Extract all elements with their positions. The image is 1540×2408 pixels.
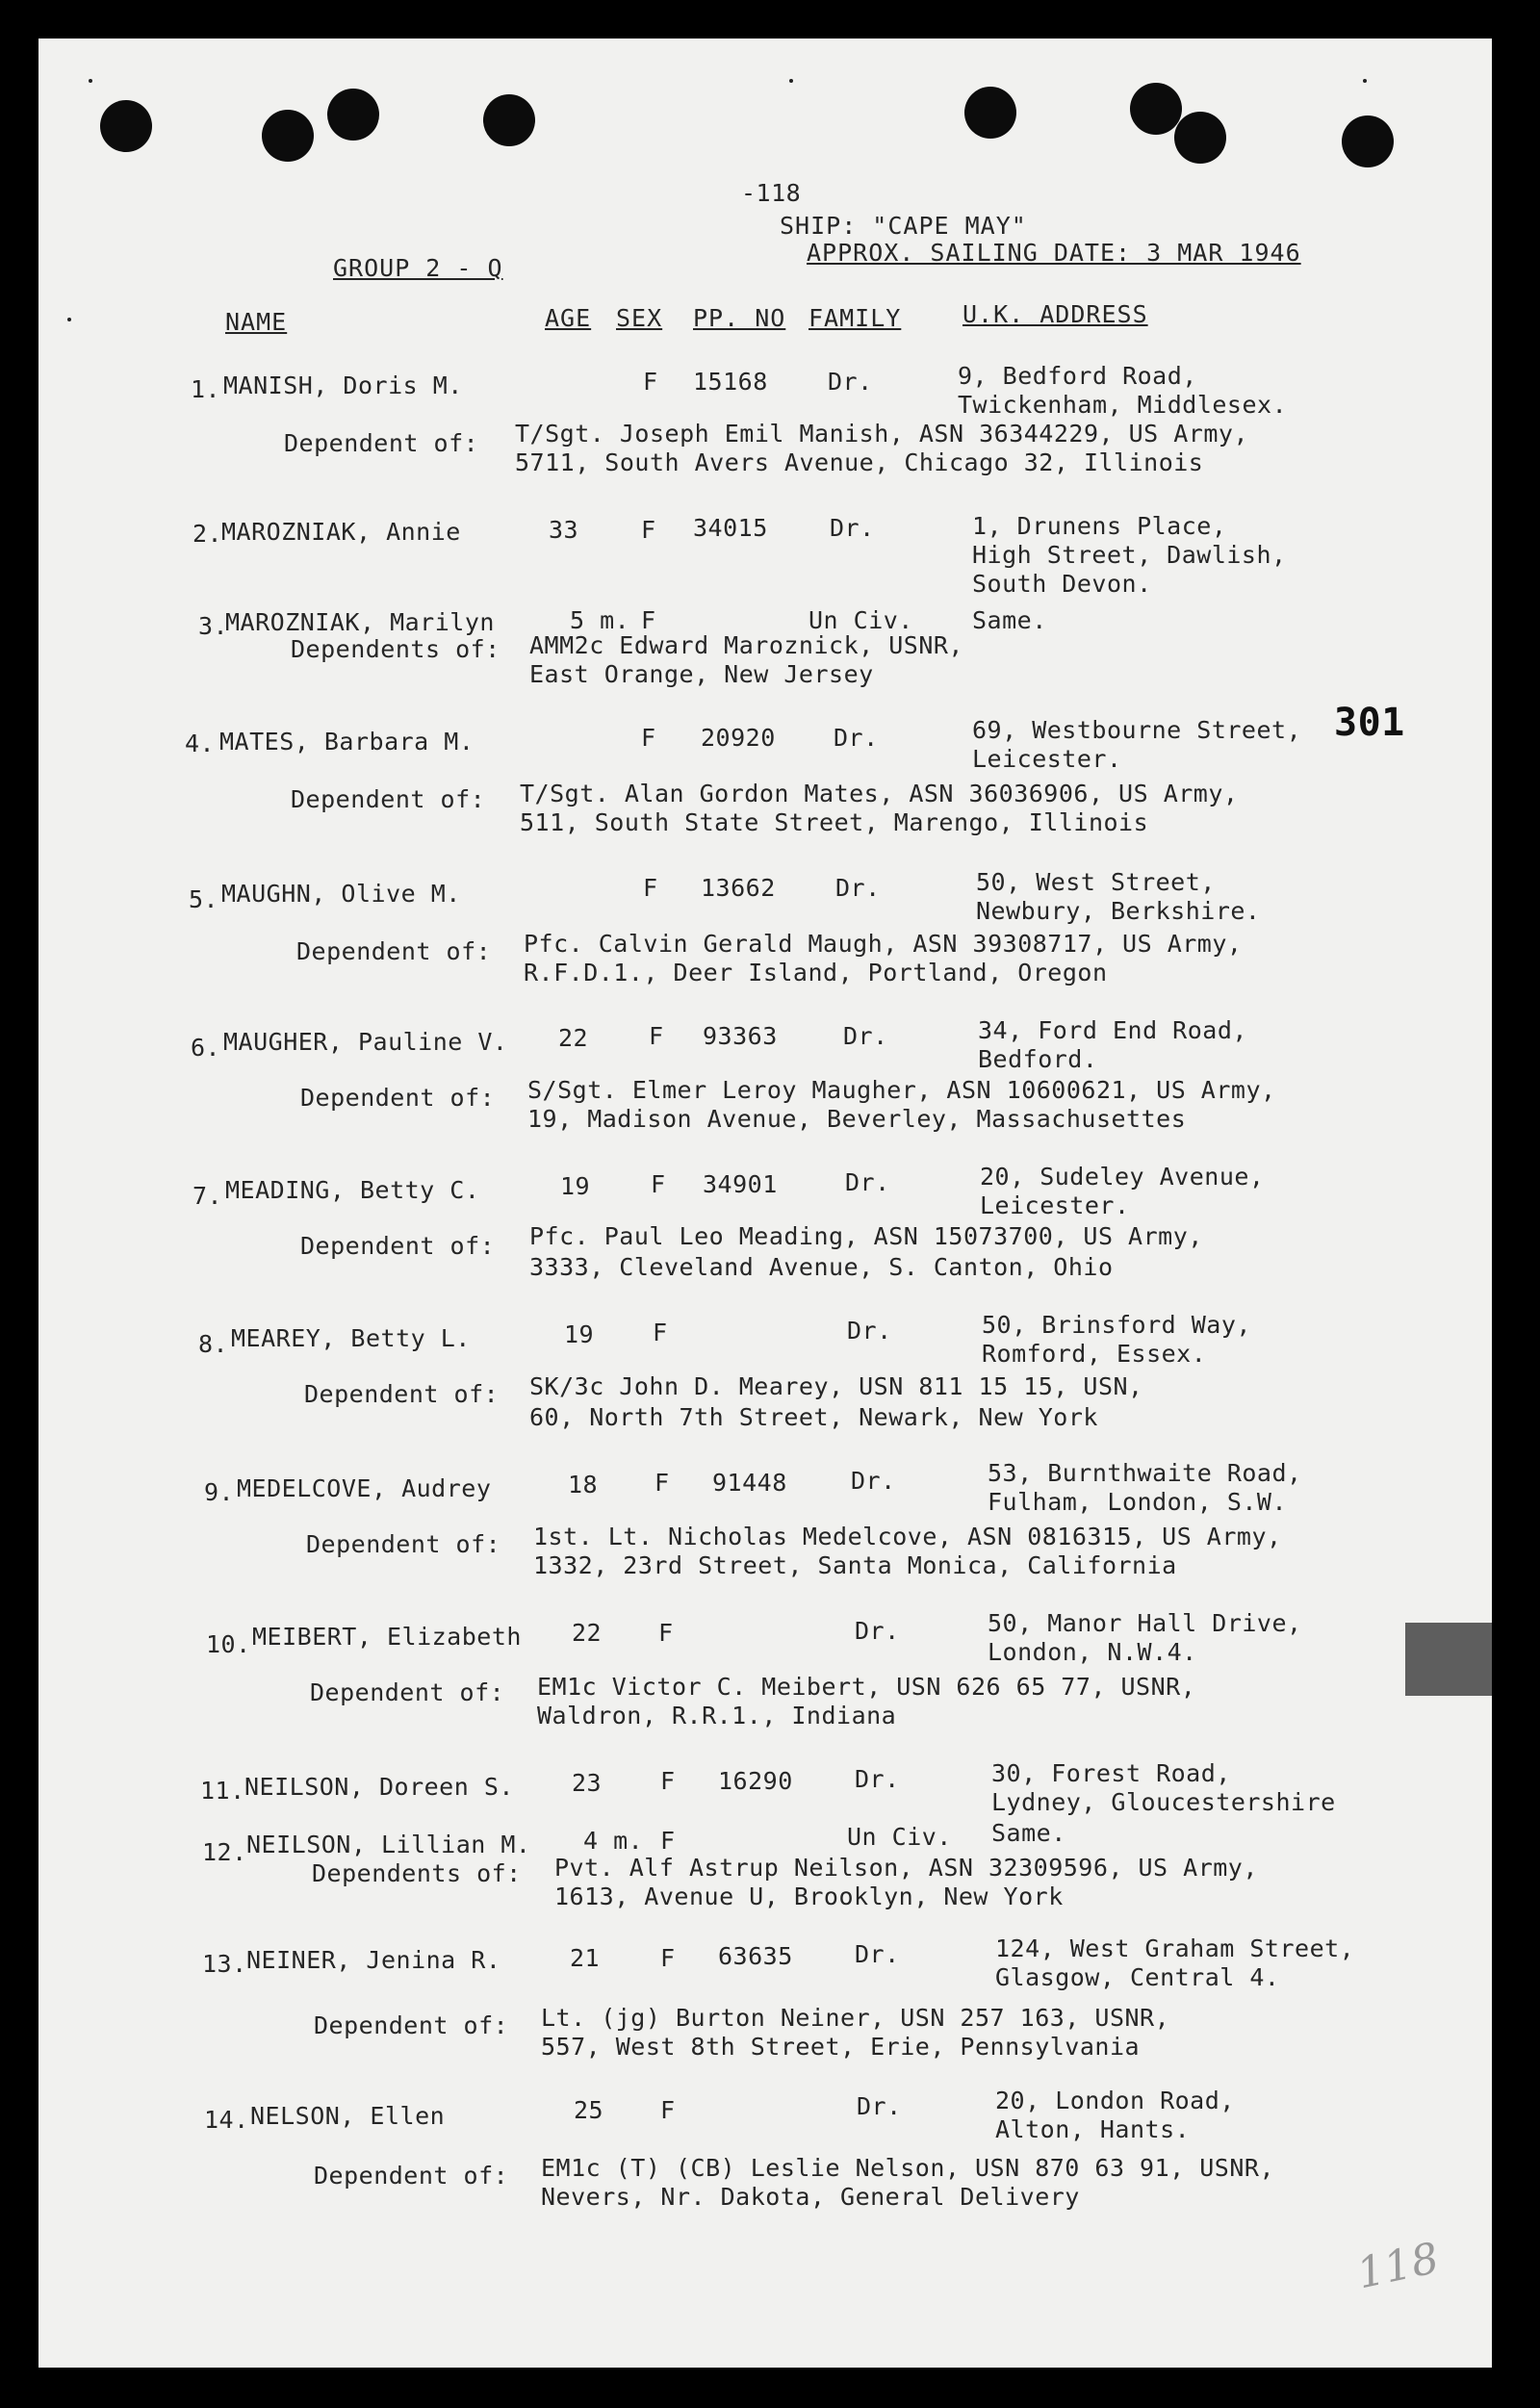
- entry-age: 33: [549, 516, 579, 544]
- dependent-label: Dependent of:: [296, 937, 492, 965]
- punch-hole: [262, 110, 314, 162]
- entry-address-line: South Devon.: [972, 570, 1152, 598]
- entry-family: Dr.: [857, 2092, 902, 2120]
- col-header-age: AGE: [545, 304, 592, 332]
- entry-address-line: 20, London Road,: [995, 2087, 1235, 2114]
- entry-address-line: 34, Ford End Road,: [978, 1016, 1247, 1044]
- punch-mark: [789, 79, 793, 83]
- entry-age: 21: [570, 1944, 601, 1972]
- dependent-label: Dependent of:: [300, 1084, 496, 1112]
- entry-address-line: Bedford.: [978, 1045, 1098, 1073]
- entry-age: 19: [564, 1320, 595, 1348]
- entry-family: Dr.: [847, 1317, 892, 1345]
- entry-name: MATES, Barbara M.: [219, 728, 475, 756]
- dependent-line: EM1c Victor C. Meibert, USN 626 65 77, USNR,: [537, 1673, 1196, 1701]
- entry-name: MAUGHER, Pauline V.: [223, 1028, 508, 1056]
- punch-mark: [1363, 79, 1367, 83]
- side-page-number: 301: [1334, 701, 1405, 745]
- entry-pp-no: 13662: [701, 874, 776, 902]
- entry-number: 7.: [192, 1182, 223, 1210]
- entry-family: Dr.: [851, 1467, 896, 1495]
- entry-address-line: 20, Sudeley Avenue,: [980, 1163, 1265, 1191]
- dependent-label: Dependent of:: [291, 785, 486, 813]
- dependent-line: T/Sgt. Alan Gordon Mates, ASN 36036906, US Army,: [520, 780, 1239, 807]
- index-tab: [1405, 1623, 1492, 1696]
- punch-hole: [483, 94, 535, 146]
- entry-sex: F: [660, 1944, 676, 1972]
- entry-address-line: Lydney, Gloucestershire: [991, 1788, 1336, 1816]
- col-header-family: FAMILY: [808, 304, 902, 332]
- dependent-line: R.F.D.1., Deer Island, Portland, Oregon: [524, 959, 1108, 986]
- dependent-line: 1332, 23rd Street, Santa Monica, California: [533, 1551, 1177, 1579]
- entry-address-line: London, N.W.4.: [988, 1638, 1197, 1666]
- entry-family: Dr.: [828, 368, 873, 396]
- handwritten-page-number: 118: [1352, 2233, 1444, 2299]
- punch-hole: [100, 100, 152, 152]
- entry-name: MAUGHN, Olive M.: [221, 880, 461, 908]
- entry-name: MAROZNIAK, Marilyn: [225, 608, 495, 636]
- punch-hole: [327, 89, 379, 141]
- entry-sex: F: [653, 1319, 668, 1346]
- entry-number: 2.: [192, 520, 223, 548]
- entry-family: Un Civ.: [808, 606, 913, 634]
- entry-address-line: Fulham, London, S.W.: [988, 1488, 1288, 1516]
- entry-sex: F: [641, 516, 656, 544]
- entry-name: MAROZNIAK, Annie: [221, 518, 461, 546]
- entry-sex: F: [641, 724, 656, 752]
- entry-pp-no: 91448: [712, 1469, 787, 1497]
- entry-address-line: 124, West Graham Street,: [995, 1934, 1355, 1962]
- entry-address-line: 1, Drunens Place,: [972, 512, 1227, 540]
- entry-pp-no: 34015: [693, 514, 768, 542]
- entry-pp-no: 63635: [718, 1942, 793, 1970]
- page-marker: -118: [741, 179, 802, 207]
- entry-address-line: Same.: [991, 1819, 1066, 1847]
- dependent-line: 511, South State Street, Marengo, Illinois: [520, 808, 1149, 836]
- col-header-sex: SEX: [616, 304, 663, 332]
- ship-name: SHIP: "CAPE MAY": [780, 212, 1027, 240]
- dependent-line: East Orange, New Jersey: [529, 660, 874, 688]
- dependent-label: Dependent of:: [314, 2162, 509, 2190]
- dependent-line: SK/3c John D. Mearey, USN 811 15 15, USN,: [529, 1372, 1143, 1400]
- entry-sex: F: [660, 1767, 676, 1795]
- entry-sex: F: [643, 368, 658, 396]
- entry-pp-no: 15168: [693, 368, 768, 396]
- col-header-pp-no: PP. NO: [693, 304, 786, 332]
- entry-family: Un Civ.: [847, 1823, 952, 1851]
- entry-address-line: 69, Westbourne Street,: [972, 716, 1302, 744]
- col-header-address: U.K. ADDRESS: [962, 300, 1148, 328]
- dependent-line: Nevers, Nr. Dakota, General Delivery: [541, 2183, 1080, 2211]
- entry-address-line: 53, Burnthwaite Road,: [988, 1459, 1302, 1487]
- dependent-label: Dependent of:: [306, 1530, 501, 1558]
- dependent-line: AMM2c Edward Maroznick, USNR,: [529, 631, 963, 659]
- entry-family: Dr.: [830, 514, 875, 542]
- entry-sex: F: [660, 1827, 676, 1855]
- entry-number: 14.: [204, 2106, 249, 2134]
- punch-mark: [67, 318, 71, 321]
- entry-number: 6.: [191, 1034, 221, 1062]
- document-page: [38, 38, 1492, 2368]
- entry-address-line: Glasgow, Central 4.: [995, 1963, 1280, 1991]
- entry-age: 23: [572, 1769, 603, 1797]
- entry-address-line: Romford, Essex.: [982, 1340, 1207, 1368]
- entry-name: MEDELCOVE, Audrey: [237, 1474, 492, 1502]
- entry-family: Dr.: [845, 1168, 890, 1196]
- entry-pp-no: 34901: [703, 1170, 778, 1198]
- punch-hole: [964, 87, 1016, 139]
- dependent-label: Dependents of:: [291, 635, 500, 663]
- entry-age: 18: [568, 1471, 599, 1499]
- entry-number: 3.: [198, 612, 229, 640]
- dependent-line: EM1c (T) (CB) Leslie Nelson, USN 870 63 91, USNR,: [541, 2154, 1275, 2182]
- entry-pp-no: 93363: [703, 1022, 778, 1050]
- entry-number: 1.: [191, 375, 221, 403]
- entry-name: NEILSON, Doreen S.: [244, 1773, 514, 1801]
- entry-sex: F: [651, 1170, 666, 1198]
- entry-number: 8.: [198, 1330, 229, 1358]
- dependent-label: Dependent of:: [304, 1380, 500, 1408]
- dependent-line: 1613, Avenue U, Brooklyn, New York: [554, 1883, 1064, 1910]
- col-header-name: NAME: [225, 308, 288, 336]
- entry-sex: F: [660, 2096, 676, 2124]
- entry-address-line: Leicester.: [980, 1191, 1130, 1219]
- dependent-label: Dependent of:: [300, 1232, 496, 1260]
- entry-sex: F: [643, 874, 658, 902]
- entry-family: Dr.: [843, 1022, 888, 1050]
- dependent-line: T/Sgt. Joseph Emil Manish, ASN 36344229, US Army,: [515, 420, 1249, 448]
- dependent-line: Pfc. Paul Leo Meading, ASN 15073700, US Army,: [529, 1222, 1203, 1250]
- dependent-label: Dependent of:: [284, 429, 479, 457]
- entry-name: NEINER, Jenina R.: [246, 1946, 501, 1974]
- entry-pp-no: 16290: [718, 1767, 793, 1795]
- entry-age: 22: [572, 1619, 603, 1647]
- entry-number: 5.: [189, 885, 219, 913]
- entry-family: Dr.: [855, 1765, 900, 1793]
- entry-address-line: 9, Bedford Road,: [958, 362, 1197, 390]
- entry-address-line: 50, West Street,: [976, 868, 1216, 896]
- entry-number: 9.: [204, 1478, 235, 1506]
- punch-hole: [1342, 115, 1394, 167]
- dependent-line: 1st. Lt. Nicholas Medelcove, ASN 0816315, US Army,: [533, 1523, 1282, 1550]
- dependent-line: 60, North 7th Street, Newark, New York: [529, 1403, 1098, 1431]
- entry-address-line: Newbury, Berkshire.: [976, 897, 1261, 925]
- entry-address-line: Twickenham, Middlesex.: [958, 391, 1288, 419]
- dependent-line: Pfc. Calvin Gerald Maugh, ASN 39308717, US Army,: [524, 930, 1243, 958]
- entry-age: 25: [574, 2096, 604, 2124]
- dependent-label: Dependent of:: [310, 1678, 505, 1706]
- dependent-label: Dependent of:: [314, 2011, 509, 2039]
- entry-sex: F: [658, 1619, 674, 1647]
- punch-hole: [1174, 112, 1226, 164]
- dependent-line: 5711, South Avers Avenue, Chicago 32, Illinois: [515, 448, 1204, 476]
- dependent-line: Waldron, R.R.1., Indiana: [537, 1702, 897, 1729]
- dependent-line: 19, Madison Avenue, Beverley, Massachusettes: [527, 1105, 1187, 1133]
- dependent-line: Lt. (jg) Burton Neiner, USN 257 163, USNR,: [541, 2004, 1170, 2032]
- entry-pp-no: 20920: [701, 724, 776, 752]
- entry-number: 11.: [200, 1777, 245, 1805]
- entry-address-line: High Street, Dawlish,: [972, 541, 1287, 569]
- dependent-line: 3333, Cleveland Avenue, S. Canton, Ohio: [529, 1253, 1114, 1281]
- entry-name: NELSON, Ellen: [250, 2102, 446, 2130]
- entry-name: MEAREY, Betty L.: [231, 1324, 471, 1352]
- dependent-line: 557, West 8th Street, Erie, Pennsylvania: [541, 2033, 1141, 2061]
- punch-mark: [89, 79, 92, 83]
- entry-number: 4.: [185, 730, 216, 757]
- entry-address-line: Alton, Hants.: [995, 2115, 1191, 2143]
- entry-sex: F: [649, 1022, 664, 1050]
- entry-address-line: 50, Brinsford Way,: [982, 1311, 1251, 1339]
- entry-sex: F: [641, 606, 656, 634]
- entry-name: MEADING, Betty C.: [225, 1176, 480, 1204]
- entry-age: 19: [560, 1172, 591, 1200]
- punch-hole: [1130, 83, 1182, 135]
- entry-number: 10.: [206, 1630, 251, 1658]
- group-label: GROUP 2 - Q: [333, 254, 503, 282]
- entry-age: 4 m.: [583, 1827, 644, 1855]
- entry-address-line: 50, Manor Hall Drive,: [988, 1609, 1302, 1637]
- entry-address-line: Leicester.: [972, 745, 1122, 773]
- entry-name: MEIBERT, Elizabeth: [252, 1623, 522, 1651]
- entry-age: 5 m.: [570, 606, 630, 634]
- entry-family: Dr.: [835, 874, 881, 902]
- entry-family: Dr.: [834, 724, 879, 752]
- entry-number: 12.: [202, 1838, 247, 1866]
- entry-name: NEILSON, Lillian M.: [246, 1831, 531, 1858]
- entry-sex: F: [654, 1469, 670, 1497]
- entry-address-line: Same.: [972, 606, 1047, 634]
- entry-family: Dr.: [855, 1940, 900, 1968]
- entry-name: MANISH, Doris M.: [223, 371, 463, 399]
- entry-address-line: 30, Forest Road,: [991, 1759, 1231, 1787]
- sailing-date: APPROX. SAILING DATE: 3 MAR 1946: [807, 239, 1301, 267]
- dependent-line: S/Sgt. Elmer Leroy Maugher, ASN 10600621, US Army,: [527, 1076, 1276, 1104]
- dependent-line: Pvt. Alf Astrup Neilson, ASN 32309596, US Army,: [554, 1854, 1258, 1882]
- entry-age: 22: [558, 1024, 589, 1052]
- entry-family: Dr.: [855, 1617, 900, 1645]
- entry-number: 13.: [202, 1950, 247, 1978]
- dependent-label: Dependents of:: [312, 1859, 522, 1887]
